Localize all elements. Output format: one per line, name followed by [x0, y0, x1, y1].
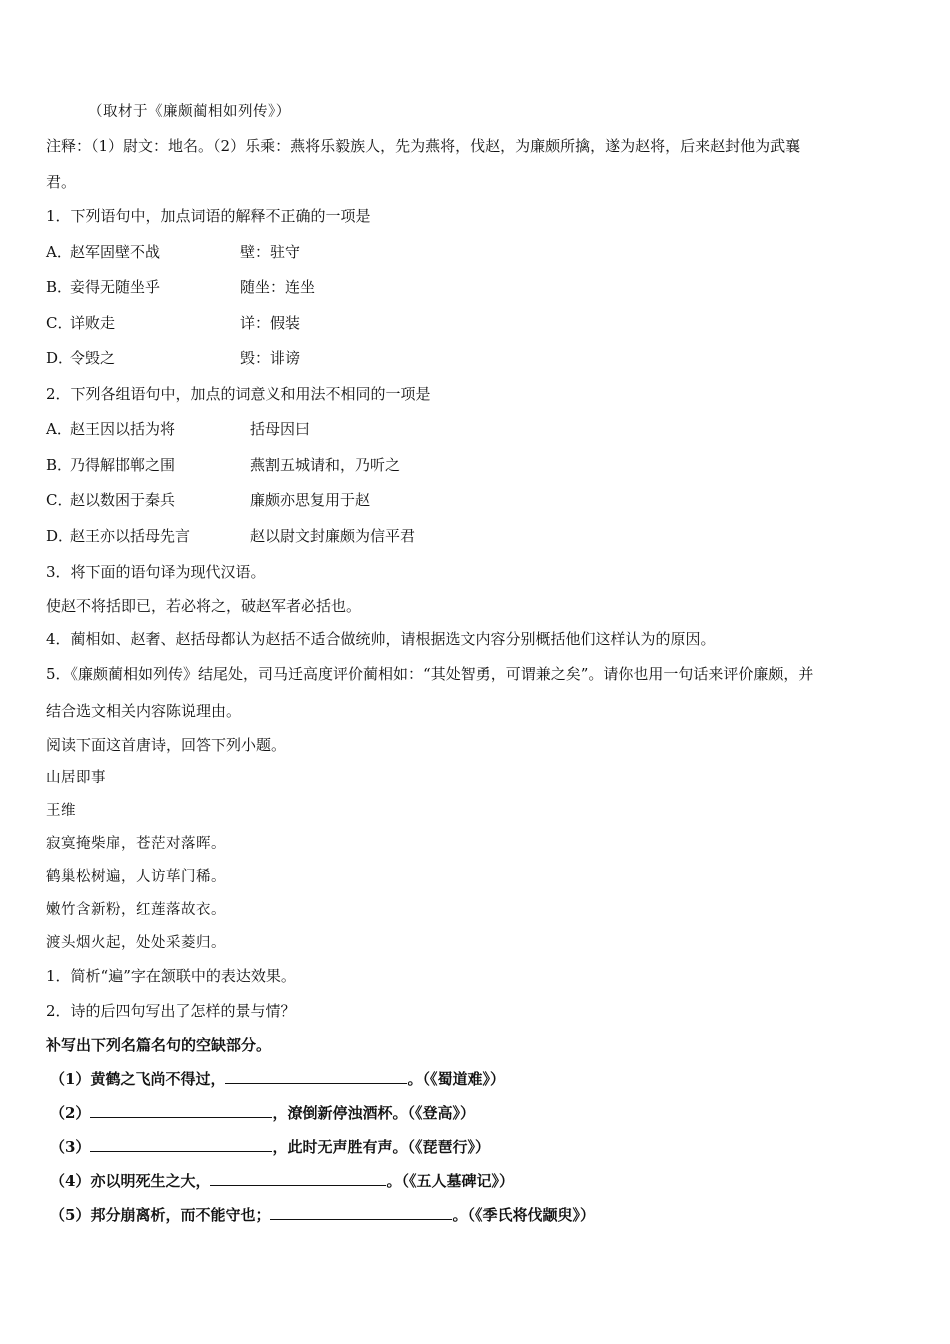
q2-option-a — [46, 419, 910, 439]
q3-stem: 3．将下面的语句译为现代汉语。 — [46, 563, 266, 581]
option-pair: 燕割五城请和，乃听之 — [250, 456, 401, 474]
option-label: C． — [46, 314, 73, 332]
poem-intro: 阅读下面这首唐诗，回答下列小题。 — [46, 736, 287, 754]
q1-option-a — [46, 242, 910, 262]
q5-line-2: 结合选文相关内容陈说理由。 — [46, 702, 242, 720]
fill-item-5 — [50, 1205, 910, 1225]
q2-option-b — [46, 455, 910, 475]
option-label: D． — [46, 527, 74, 545]
poem-line-2: 鹤巢松树遍，人访荜门稀。 — [46, 869, 226, 885]
option-gloss: 毁：诽谤 — [240, 349, 301, 367]
option-label: A． — [46, 420, 72, 438]
fill-item-number: （3） — [50, 1138, 91, 1156]
fill-heading: 补写出下列名篇名句的空缺部分。 — [46, 1036, 272, 1054]
poem-author: 王维 — [46, 803, 76, 819]
answer-blank[interactable] — [270, 1205, 452, 1220]
option-label: C． — [46, 491, 73, 509]
option-text: 赵军固壁不战 — [70, 243, 161, 261]
fill-item-2 — [50, 1103, 910, 1123]
q2-option-d — [46, 526, 910, 546]
q5-line-1: 5．《廉颇蔺相如列传》结尾处，司马迁高度评价蔺相如：“其处智勇，可谓兼之矣”。请你也用一句话来评价廉颇，并 — [46, 665, 814, 683]
fill-item-after: 。（《季氏将伐颛臾》） — [452, 1206, 595, 1224]
note-line-1: 注释：（1）尉文：地名。（2）乐乘：燕将乐毅族人，先为燕将，伐赵，为廉颇所擒，遂为赵将，后来赵封他为武襄 — [46, 137, 801, 155]
option-gloss: 详：假装 — [240, 314, 301, 332]
option-text: 赵王亦以括母先言 — [70, 527, 191, 545]
option-label: A． — [46, 243, 72, 261]
poem-line-3: 嫩竹含新粉，红莲落故衣。 — [46, 902, 226, 918]
option-pair: 括母因曰 — [250, 420, 311, 438]
fill-item-after: 。（《蜀道难》） — [407, 1070, 505, 1088]
fill-item-number: （5） — [50, 1206, 91, 1224]
option-gloss: 随坐：连坐 — [240, 278, 316, 296]
fill-item-number: （1） — [50, 1070, 91, 1088]
poem-title: 山居即事 — [46, 770, 106, 786]
answer-blank[interactable] — [210, 1171, 386, 1186]
option-label: B． — [46, 456, 73, 474]
q1-option-d — [46, 348, 910, 368]
option-gloss: 壁：驻守 — [240, 243, 301, 261]
fill-item-3 — [50, 1137, 910, 1157]
option-text: 令毁之 — [70, 349, 116, 367]
option-label: D． — [46, 349, 74, 367]
q1-option-c — [46, 313, 910, 333]
fill-item-number: （4） — [50, 1172, 91, 1190]
q1-stem: 1．下列语句中，加点词语的解释不正确的一项是 — [46, 207, 371, 225]
option-pair: 赵以尉文封廉颇为信平君 — [250, 527, 416, 545]
poem-line-4: 渡头烟火起，处处采菱归。 — [46, 935, 226, 951]
option-text: 妾得无随坐乎 — [70, 278, 161, 296]
q2-stem: 2．下列各组语句中，加点的词意义和用法不相同的一项是 — [46, 385, 431, 403]
fill-item-number: （2） — [50, 1104, 91, 1122]
poem-question-2: 2．诗的后四句写出了怎样的景与情？ — [46, 1002, 296, 1020]
answer-blank[interactable] — [90, 1103, 272, 1118]
fill-item-after: ，潦倒新停浊酒杯。（《登高》） — [272, 1104, 475, 1122]
option-text: 赵以数困于秦兵 — [70, 491, 176, 509]
fill-item-after: 。（《五人墓碑记》） — [386, 1172, 514, 1190]
q1-option-b — [46, 277, 910, 297]
poem-line-1: 寂寞掩柴扉，苍茫对落晖。 — [46, 836, 226, 852]
note-line-2: 君。 — [46, 173, 77, 191]
fill-item-4 — [50, 1171, 910, 1191]
q4-stem: 4．蔺相如、赵奢、赵括母都认为赵括不适合做统帅，请根据选文内容分别概括他们这样认为的原因。 — [46, 630, 716, 648]
fill-item-before: 亦以明死生之大， — [90, 1172, 211, 1190]
option-text: 乃得解邯郸之围 — [70, 456, 176, 474]
fill-item-1 — [50, 1069, 910, 1089]
q2-option-c — [46, 490, 910, 510]
fill-item-before: 邦分崩离析，而不能守也； — [90, 1206, 271, 1224]
fill-item-before: 黄鹤之飞尚不得过， — [90, 1070, 226, 1088]
poem-question-1: 1．简析“遍”字在颔联中的表达效果。 — [46, 967, 296, 985]
option-text: 赵王因以括为将 — [70, 420, 176, 438]
source-line: （取材于《廉颇蔺相如列传》） — [88, 104, 291, 120]
answer-blank[interactable] — [225, 1069, 407, 1084]
fill-item-after: ，此时无声胜有声。（《琵琶行》） — [272, 1138, 490, 1156]
option-label: B． — [46, 278, 73, 296]
q3-sentence: 使赵不将括即已，若必将之，破赵军者必括也。 — [46, 597, 362, 615]
option-text: 详败走 — [70, 314, 116, 332]
option-pair: 廉颇亦思复用于赵 — [250, 491, 371, 509]
answer-blank[interactable] — [90, 1137, 272, 1152]
